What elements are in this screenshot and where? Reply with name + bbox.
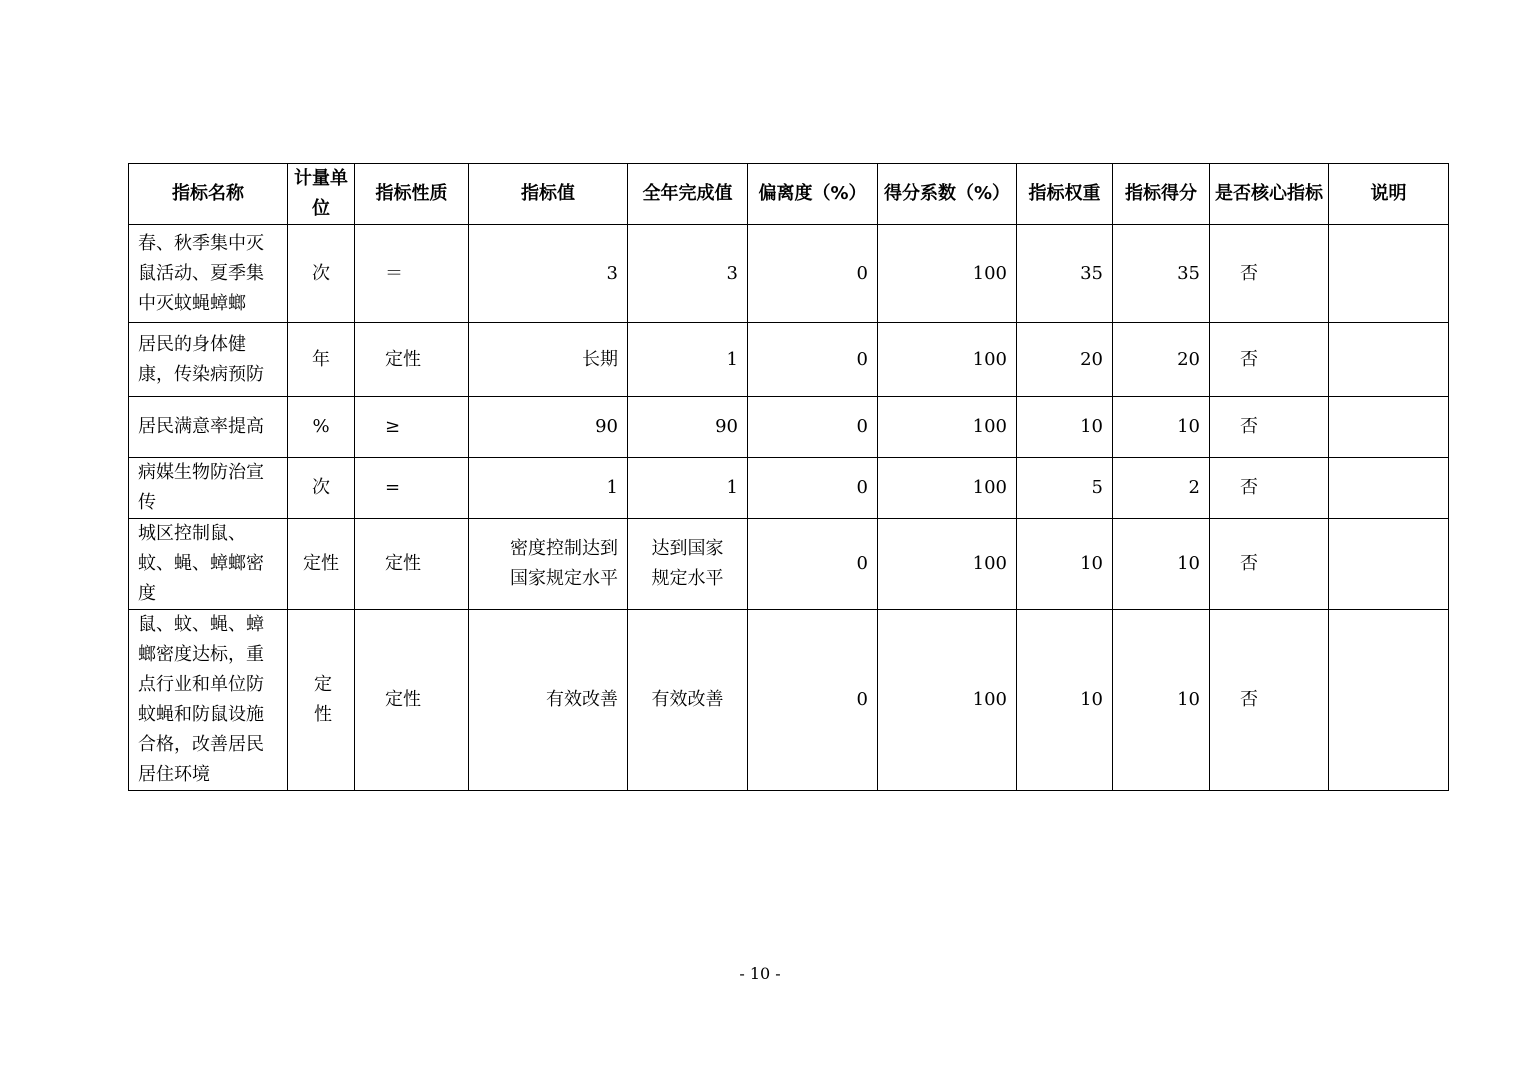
cell-value: 1: [469, 458, 628, 519]
cell-deviation: 0: [748, 458, 878, 519]
cell-deviation: 0: [748, 397, 878, 458]
cell-value: 有效改善: [469, 610, 628, 791]
cell-nature: 定性: [355, 519, 469, 610]
cell-value: 90: [469, 397, 628, 458]
cell-done: 1: [628, 458, 748, 519]
header-annual-done: 全年完成值: [628, 164, 748, 225]
cell-nature: 定性: [355, 610, 469, 791]
cell-coef: 100: [878, 225, 1017, 323]
cell-unit: 定性: [288, 610, 355, 791]
cell-deviation: 0: [748, 610, 878, 791]
cell-weight: 10: [1017, 397, 1113, 458]
cell-score: 2: [1113, 458, 1210, 519]
table-row: [129, 225, 1449, 323]
header-score: 指标得分: [1113, 164, 1210, 225]
cell-weight: 20: [1017, 323, 1113, 397]
header-row: [129, 164, 1449, 225]
cell-core: 否: [1210, 397, 1329, 458]
cell-unit: 年: [288, 323, 355, 397]
cell-done: 达到国家规定水平: [628, 519, 748, 610]
cell-coef: 100: [878, 458, 1017, 519]
cell-note: [1329, 323, 1449, 397]
header-weight: 指标权重: [1017, 164, 1113, 225]
cell-nature: =: [355, 458, 469, 519]
cell-weight: 10: [1017, 519, 1113, 610]
header-core: 是否核心指标: [1210, 164, 1329, 225]
cell-unit: 次: [288, 458, 355, 519]
cell-core: 否: [1210, 323, 1329, 397]
cell-score: 20: [1113, 323, 1210, 397]
table-row: [129, 610, 1449, 791]
header-unit: 计量单位: [288, 164, 355, 225]
cell-note: [1329, 610, 1449, 791]
cell-nature: ＝: [355, 225, 469, 323]
cell-core: 否: [1210, 225, 1329, 323]
cell-score: 10: [1113, 519, 1210, 610]
cell-name: 居民的身体健康，传染病预防: [129, 323, 288, 397]
cell-nature: 定性: [355, 323, 469, 397]
cell-value: 3: [469, 225, 628, 323]
cell-note: [1329, 397, 1449, 458]
cell-coef: 100: [878, 397, 1017, 458]
cell-weight: 35: [1017, 225, 1113, 323]
cell-name: 城区控制鼠、蚊、蝇、蟑螂密度: [129, 519, 288, 610]
cell-score: 10: [1113, 610, 1210, 791]
table-row: [129, 323, 1449, 397]
cell-deviation: 0: [748, 323, 878, 397]
header-value: 指标值: [469, 164, 628, 225]
cell-score: 35: [1113, 225, 1210, 323]
header-nature: 指标性质: [355, 164, 469, 225]
table-row: [129, 458, 1449, 519]
cell-score: 10: [1113, 397, 1210, 458]
cell-deviation: 0: [748, 519, 878, 610]
table-row: [129, 397, 1449, 458]
header-indicator-name: 指标名称: [129, 164, 288, 225]
cell-done: 90: [628, 397, 748, 458]
header-note: 说明: [1329, 164, 1449, 225]
cell-unit: 次: [288, 225, 355, 323]
cell-value: 密度控制达到国家规定水平: [469, 519, 628, 610]
cell-done: 1: [628, 323, 748, 397]
cell-deviation: 0: [748, 225, 878, 323]
cell-done: 3: [628, 225, 748, 323]
cell-weight: 5: [1017, 458, 1113, 519]
cell-done: 有效改善: [628, 610, 748, 791]
header-score-coef: 得分系数（%）: [878, 164, 1017, 225]
cell-core: 否: [1210, 519, 1329, 610]
cell-core: 否: [1210, 610, 1329, 791]
cell-note: [1329, 519, 1449, 610]
cell-coef: 100: [878, 519, 1017, 610]
cell-weight: 10: [1017, 610, 1113, 791]
cell-note: [1329, 225, 1449, 323]
cell-name: 鼠、蚊、蝇、蟑螂密度达标，重点行业和单位防蚊蝇和防鼠设施合格，改善居民居住环境: [129, 610, 288, 791]
cell-nature: ≥: [355, 397, 469, 458]
cell-core: 否: [1210, 458, 1329, 519]
cell-note: [1329, 458, 1449, 519]
cell-coef: 100: [878, 610, 1017, 791]
cell-value: 长期: [469, 323, 628, 397]
cell-name: 病媒生物防治宣传: [129, 458, 288, 519]
cell-coef: 100: [878, 323, 1017, 397]
header-deviation: 偏离度（%）: [748, 164, 878, 225]
cell-unit: %: [288, 397, 355, 458]
page-number: - 10 -: [739, 964, 781, 983]
cell-name: 居民满意率提高: [129, 397, 288, 458]
indicator-table: [128, 163, 1449, 791]
table-row: [129, 519, 1449, 610]
cell-unit: 定性: [288, 519, 355, 610]
cell-name: 春、秋季集中灭鼠活动、夏季集中灭蚊蝇蟑螂: [129, 225, 288, 323]
